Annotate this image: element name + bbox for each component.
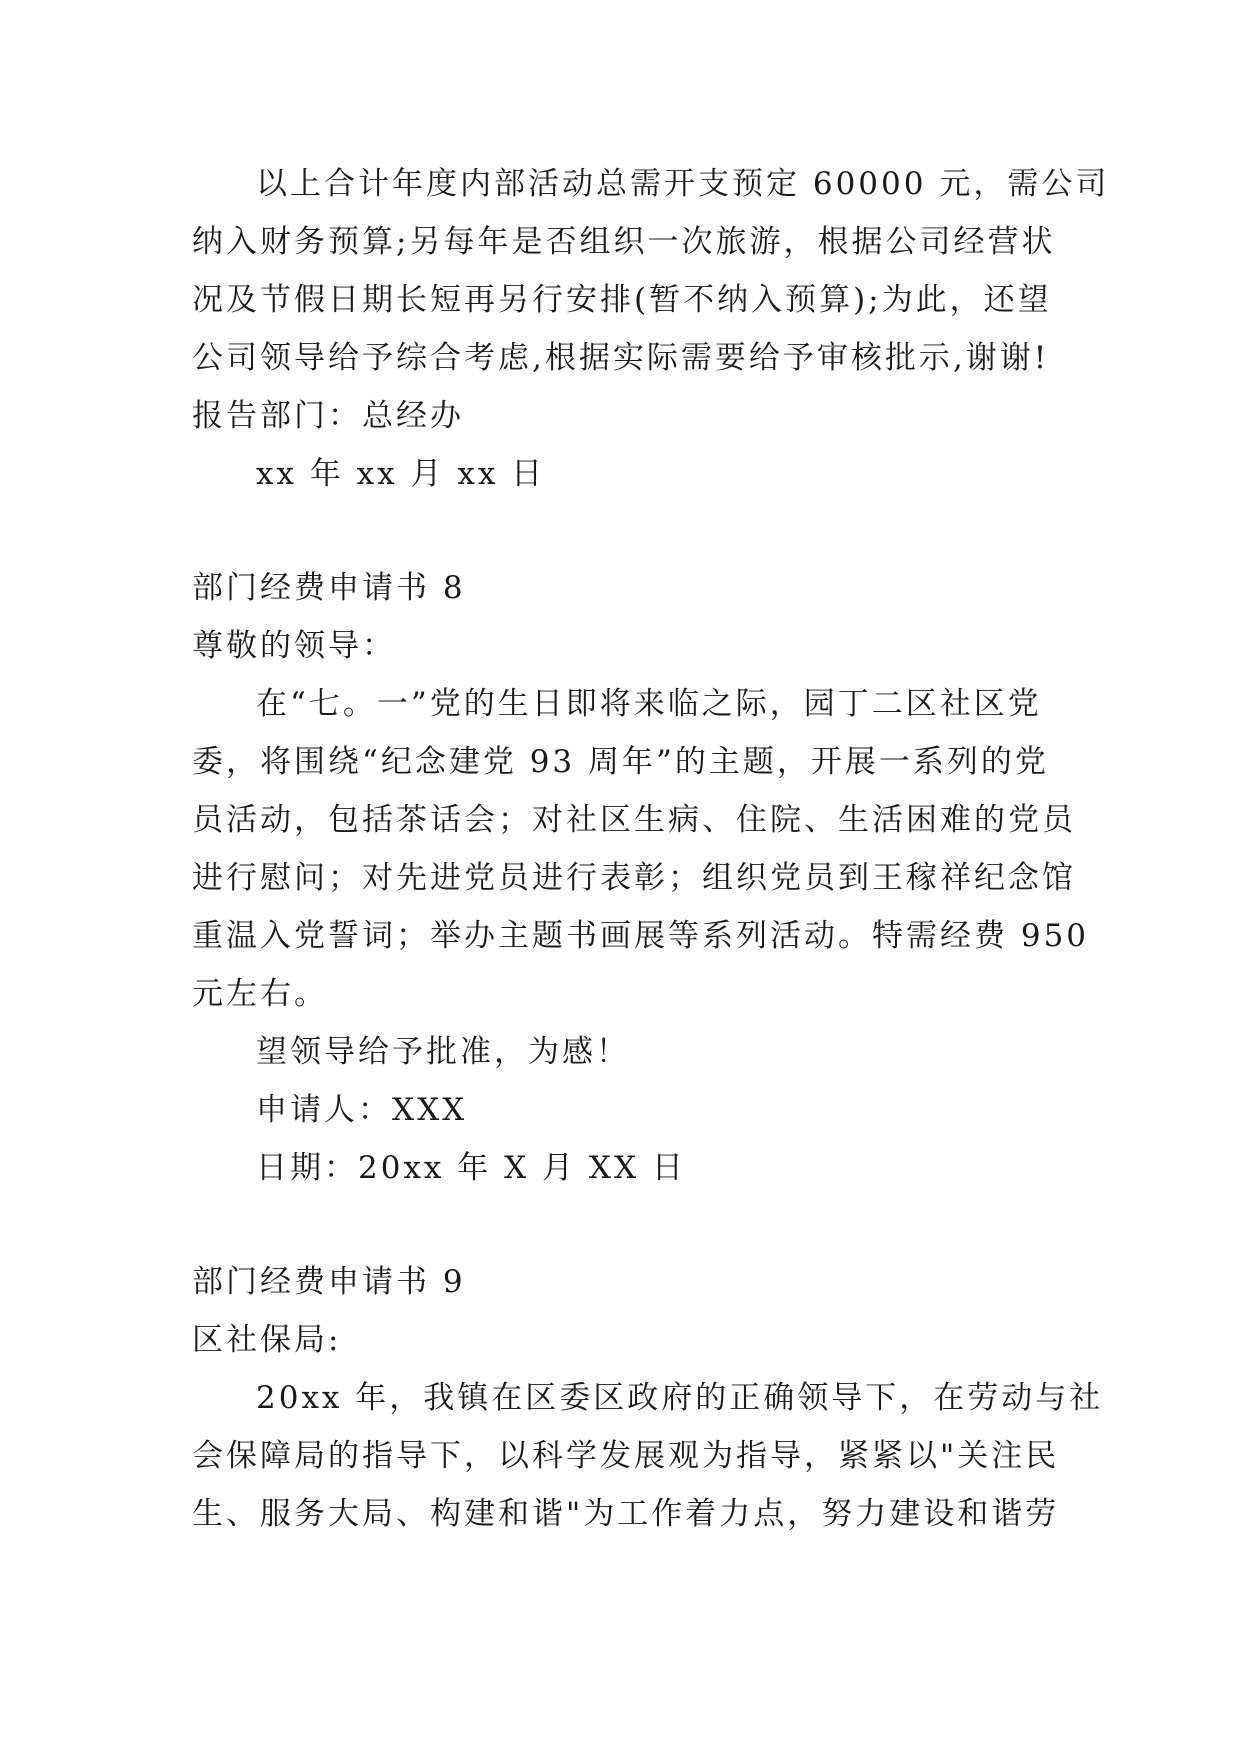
paragraph-line: 生、服务大局、构建和谐"为工作着力点，努力建设和谐劳 — [192, 1496, 1060, 1532]
paragraph-line: 以上合计年度内部活动总需开支预定 60000 元，需公司 — [256, 166, 1110, 202]
paragraph-line: 况及节假日期长短再另行安排(暂不纳入预算);为此，还望 — [192, 282, 1052, 318]
report-paragraph — [192, 1369, 1104, 1543]
report-department: 报告部门：总经办 — [192, 398, 464, 434]
paragraph-line: 公司领导给予综合考虑,根据实际需要给予审核批示,谢谢! — [192, 340, 1050, 376]
section-title: 部门经费申请书 8 — [192, 570, 466, 606]
section-title: 部门经费申请书 9 — [192, 1264, 466, 1300]
salutation: 尊敬的领导： — [192, 628, 396, 664]
paragraph-line: 会保障局的指导下，以科学发展观为指导，紧紧以"关注民 — [192, 1438, 1060, 1474]
date-line: 日期：20xx 年 X 月 XX 日 — [256, 1150, 686, 1186]
report-date: xx 年 xx 月 xx 日 — [256, 456, 546, 492]
paragraph-line: 委，将围绕“纪念建党 93 周年”的主题，开展一系列的党 — [192, 744, 1049, 780]
budget-paragraph — [192, 155, 1110, 387]
paragraph-line: 重温入党誓词；举办主题书画展等系列活动。特需经费 950 — [192, 918, 1090, 954]
paragraph-line: 在“七。一”党的生日即将来临之际，园丁二区社区党 — [256, 686, 1042, 722]
paragraph-line: 员活动，包括茶话会；对社区生病、住院、生活困难的党员 — [192, 802, 1076, 838]
closing-line: 望领导给予批准，为感！ — [256, 1034, 630, 1070]
paragraph-line: 纳入财务预算;另每年是否组织一次旅游，根据公司经营状 — [192, 224, 1056, 260]
application-paragraph — [192, 675, 1090, 1023]
salutation: 区社保局: — [192, 1322, 342, 1358]
paragraph-line: 20xx 年，我镇在区委区政府的正确领导下，在劳动与社 — [256, 1380, 1104, 1416]
section-gap — [192, 503, 1052, 559]
document-page — [192, 155, 1110, 1543]
paragraph-line: 元左右。 — [192, 976, 328, 1012]
paragraph-line: 进行慰问；对先进党员进行表彰；组织党员到王稼祥纪念馆 — [192, 860, 1076, 896]
section-gap — [192, 1197, 1052, 1253]
applicant-line: 申请人：XXX — [256, 1092, 468, 1128]
